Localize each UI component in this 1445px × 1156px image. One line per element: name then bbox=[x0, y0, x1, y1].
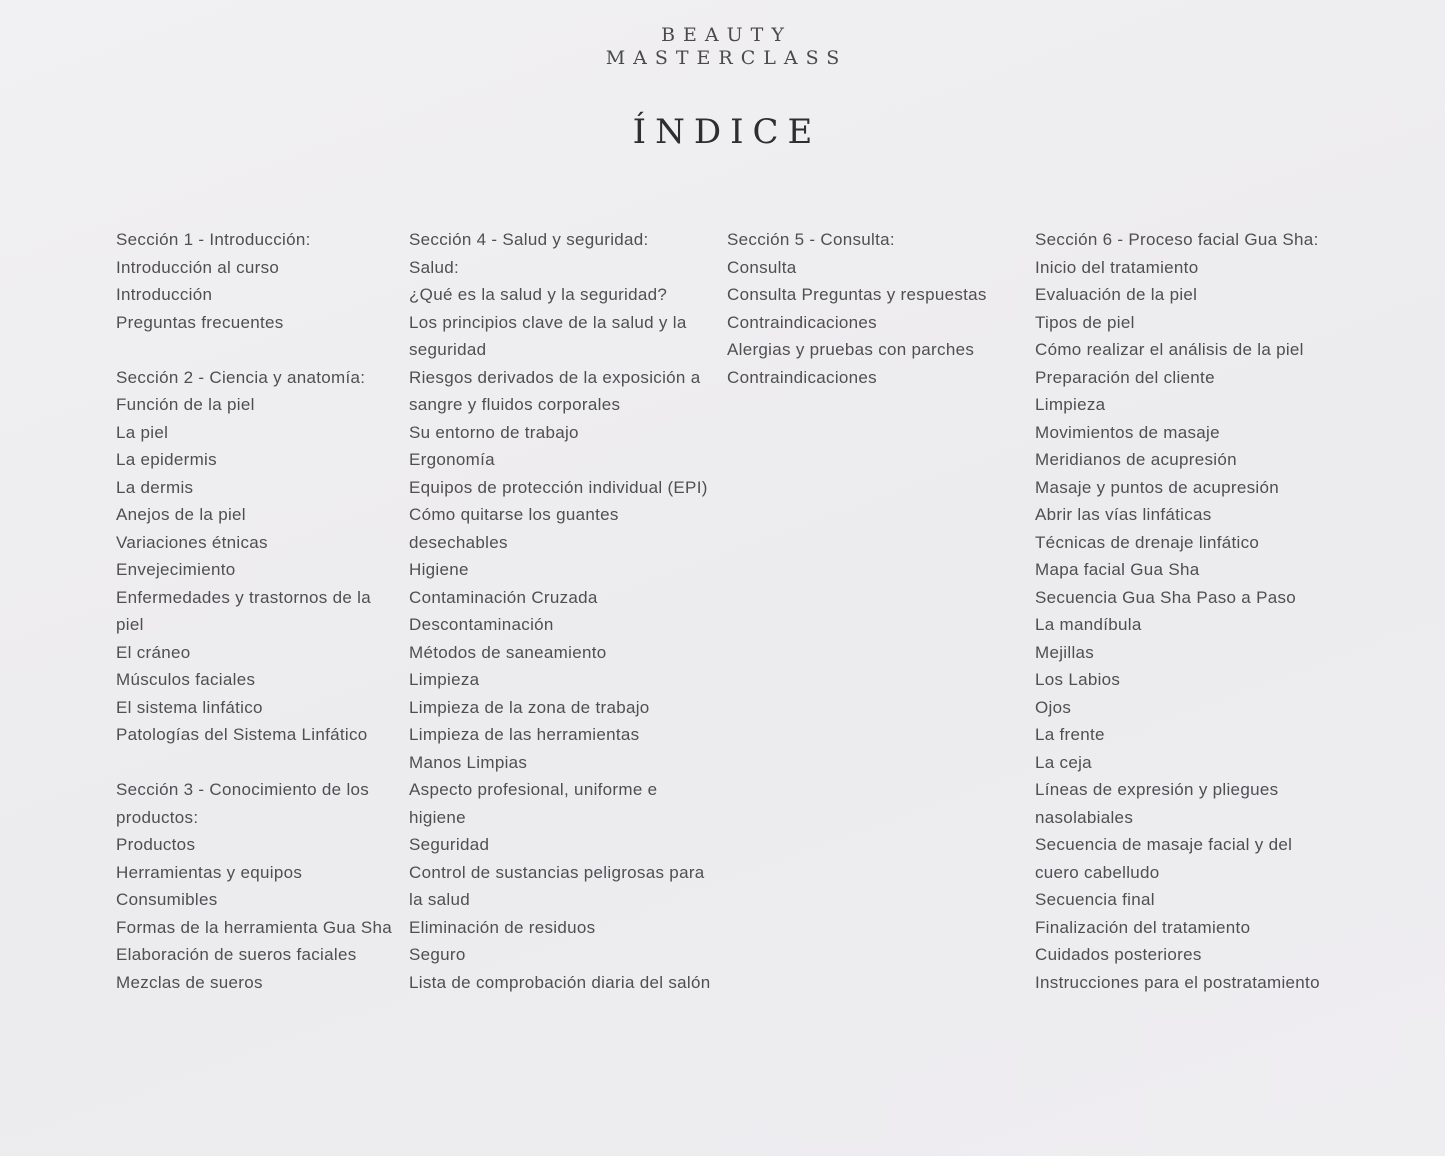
toc-section bbox=[409, 226, 719, 996]
toc-item: La frente bbox=[1035, 725, 1105, 744]
toc-item: Herramientas y equipos bbox=[116, 862, 303, 882]
toc-item: Introducción al curso bbox=[116, 257, 280, 277]
toc-item: Consulta bbox=[727, 257, 797, 277]
toc-column-3 bbox=[727, 226, 1017, 419]
toc-item: Anejos de la piel bbox=[116, 505, 246, 524]
toc-item: Abrir las vías linfáticas bbox=[1035, 505, 1212, 524]
toc-item: La dermis bbox=[116, 477, 194, 497]
toc-item: Meridianos de acupresión bbox=[1035, 450, 1237, 469]
toc-item: Instrucciones para el postratamiento bbox=[1035, 972, 1320, 992]
toc-column-2 bbox=[409, 226, 719, 1024]
toc-item: Inicio del tratamiento bbox=[1035, 257, 1199, 277]
section-heading: Sección 3 - Conocimiento de los productos: bbox=[116, 780, 370, 827]
toc-item: Contaminación Cruzada bbox=[409, 587, 598, 607]
toc-item: El sistema linfático bbox=[116, 697, 263, 717]
toc-item: Secuencia Gua Sha Paso a Paso bbox=[1035, 587, 1297, 607]
toc-item: Eliminación de residuos bbox=[409, 917, 596, 937]
toc-item: Elaboración de sueros faciales bbox=[116, 945, 357, 964]
toc-section bbox=[727, 226, 1017, 391]
toc-section bbox=[1035, 226, 1335, 996]
toc-item: Patologías del Sistema Linfático bbox=[116, 725, 368, 744]
brand-line-beauty: BEAUTY bbox=[661, 24, 792, 46]
toc-item: Músculos faciales bbox=[116, 670, 256, 689]
toc-item: Contraindicaciones bbox=[727, 367, 877, 387]
toc-item: Los principios clave de la salud y la seguridad bbox=[409, 312, 687, 359]
toc-item: Evaluación de la piel bbox=[1035, 285, 1198, 304]
toc-item: Seguridad bbox=[409, 835, 490, 854]
toc-column-1 bbox=[116, 226, 398, 1024]
toc-item: Introducción bbox=[116, 285, 213, 304]
toc-item: Líneas de expresión y pliegues nasolabiales bbox=[1035, 780, 1279, 827]
toc-item: Los Labios bbox=[1035, 670, 1121, 689]
toc-item: Equipos de protección individual (EPI) bbox=[409, 477, 708, 497]
toc-item: Cuidados posteriores bbox=[1035, 945, 1202, 964]
brand-logo bbox=[0, 24, 1445, 70]
toc-item: Limpieza bbox=[409, 670, 480, 689]
toc-item: Su entorno de trabajo bbox=[409, 422, 579, 442]
toc-item: Función de la piel bbox=[116, 395, 255, 414]
toc-item: Lista de comprobación diaria del salón bbox=[409, 972, 711, 992]
toc-item: Formas de la herramienta Gua Sha bbox=[116, 917, 393, 937]
toc-item: Control de sustancias peligrosas para la salud bbox=[409, 862, 705, 909]
toc-item: Ojos bbox=[1035, 697, 1072, 717]
toc-item: Salud: bbox=[409, 257, 460, 277]
toc-section bbox=[116, 364, 398, 749]
toc-item: Movimientos de masaje bbox=[1035, 422, 1220, 442]
toc-item: Limpieza de las herramientas bbox=[409, 725, 640, 744]
toc-item: Métodos de saneamiento bbox=[409, 642, 607, 662]
toc-item: Higiene bbox=[409, 560, 469, 579]
toc-item: Preparación del cliente bbox=[1035, 367, 1215, 387]
toc-section bbox=[116, 226, 398, 336]
toc-item: Cómo quitarse los guantes desechables bbox=[409, 505, 619, 552]
toc-item: Ergonomía bbox=[409, 450, 495, 469]
section-heading: Sección 6 - Proceso facial Gua Sha: bbox=[1035, 230, 1319, 249]
toc-item: Limpieza bbox=[1035, 395, 1106, 414]
toc-item: Riesgos derivados de la exposición a sangre y fluidos corporales bbox=[409, 367, 701, 414]
toc-item: Contraindicaciones bbox=[727, 312, 877, 332]
toc-item: La epidermis bbox=[116, 450, 217, 469]
toc-item: Finalización del tratamiento bbox=[1035, 917, 1251, 937]
toc-item: ¿Qué es la salud y la seguridad? bbox=[409, 285, 668, 304]
toc-item: La ceja bbox=[1035, 752, 1092, 772]
table-of-contents bbox=[0, 226, 1445, 1126]
toc-item: El cráneo bbox=[116, 642, 191, 662]
toc-item: Tipos de piel bbox=[1035, 312, 1135, 332]
toc-item: Descontaminación bbox=[409, 615, 554, 634]
toc-item: Masaje y puntos de acupresión bbox=[1035, 477, 1280, 497]
section-heading: Sección 2 - Ciencia y anatomía: bbox=[116, 367, 366, 387]
brand-line-masterclass: MASTERCLASS bbox=[605, 47, 848, 69]
toc-column-4 bbox=[1035, 226, 1335, 1024]
section-heading: Sección 1 - Introducción: bbox=[116, 230, 311, 249]
toc-item: Consumibles bbox=[116, 890, 218, 909]
section-heading: Sección 5 - Consulta: bbox=[727, 230, 895, 249]
toc-item: Enfermedades y trastornos de la piel bbox=[116, 587, 371, 634]
toc-item: Productos bbox=[116, 835, 196, 854]
toc-item: Variaciones étnicas bbox=[116, 532, 268, 552]
toc-item: Secuencia final bbox=[1035, 890, 1155, 909]
toc-item: Aspecto profesional, uniforme e higiene bbox=[409, 780, 658, 827]
toc-item: Mezclas de sueros bbox=[116, 972, 263, 992]
toc-item: Limpieza de la zona de trabajo bbox=[409, 697, 650, 717]
toc-item: La mandíbula bbox=[1035, 615, 1142, 634]
toc-item: Alergias y pruebas con parches bbox=[727, 340, 975, 359]
section-heading: Sección 4 - Salud y seguridad: bbox=[409, 230, 649, 249]
toc-item: Cómo realizar el análisis de la piel bbox=[1035, 340, 1304, 359]
toc-item: Manos Limpias bbox=[409, 752, 528, 772]
page-title: ÍNDICE bbox=[632, 112, 822, 152]
toc-item: Envejecimiento bbox=[116, 560, 236, 579]
toc-item: Mapa facial Gua Sha bbox=[1035, 560, 1200, 579]
toc-item: Preguntas frecuentes bbox=[116, 312, 284, 332]
toc-item: Seguro bbox=[409, 945, 466, 964]
toc-item: La piel bbox=[116, 422, 169, 442]
toc-item: Mejillas bbox=[1035, 642, 1095, 662]
toc-item: Técnicas de drenaje linfático bbox=[1035, 532, 1260, 552]
toc-item: Secuencia de masaje facial y del cuero cabelludo bbox=[1035, 835, 1293, 882]
toc-section bbox=[116, 776, 398, 996]
toc-item: Consulta Preguntas y respuestas bbox=[727, 285, 987, 304]
